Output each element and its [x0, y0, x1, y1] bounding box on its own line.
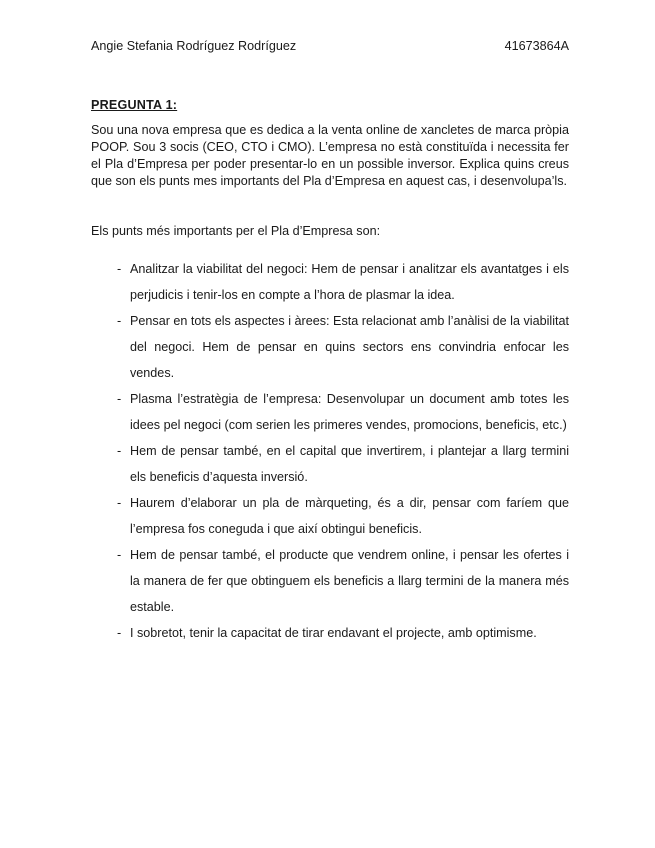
bullet-dash: -: [117, 314, 122, 328]
list-item: [91, 620, 569, 646]
list-item: [91, 256, 569, 308]
author-name: Angie Stefania Rodríguez Rodríguez: [91, 39, 297, 53]
answer-list: [91, 256, 569, 646]
bullet-dash: -: [117, 444, 122, 458]
bullet-dash: -: [117, 392, 122, 406]
list-item: [91, 308, 569, 386]
bullet-dash: -: [117, 548, 122, 562]
list-item: [91, 542, 569, 620]
list-item-text: I sobretot, tenir la capacitat de tirar endavant el projecte, amb optimisme.: [130, 626, 537, 640]
question-title: PREGUNTA 1:: [91, 98, 178, 112]
list-item-text: Hem de pensar també, el producte que vendrem online, i pensar les ofertes i la manera de fer que obtinguem els beneficis a llarg termini de la manera més estable.: [130, 548, 569, 614]
student-id: 41673864A: [504, 39, 569, 53]
bullet-dash: -: [117, 496, 122, 510]
document-content: [91, 0, 569, 646]
list-item-text: Hem de pensar també, en el capital que invertirem, i plantejar a llarg termini els beneficis d’aquesta inversió.: [130, 444, 569, 484]
list-item-text: Haurem d’elaborar un pla de màrqueting, és a dir, pensar com faríem que l’empresa fos coneguda i que així obtingui beneficis.: [130, 496, 569, 536]
list-item: [91, 438, 569, 490]
bullet-dash: -: [117, 262, 122, 276]
document-header: [91, 38, 569, 55]
list-item-text: Pensar en tots els aspectes i àrees: Esta relacionat amb l’anàlisi de la viabilitat del negoci. Hem de pensar en quins sectors ens convindria enfocar les vendes.: [130, 314, 569, 380]
answer-intro: Els punts més importants per el Pla d’Empresa son:: [91, 224, 381, 238]
question-paragraph: Sou una nova empresa que es dedica a la venta online de xancletes de marca pròpia POOP. Sou 3 socis (CEO, CTO i CMO). L’empresa no està constituïda i necessita fer el Pla d’Empresa per poder presentar-lo en un possible inversor. Explica quins creus que son els punts mes importants del Pla d’Empresa en aquest cas, i desenvolupa’ls.: [91, 123, 569, 188]
list-item-text: Analitzar la viabilitat del negoci: Hem de pensar i analitzar els avantatges i els perjudicis i tenir-los en compte a l’hora de plasmar la idea.: [130, 262, 569, 302]
bullet-dash: -: [117, 626, 122, 640]
list-item: [91, 490, 569, 542]
list-item: [91, 386, 569, 438]
list-item-text: Plasma l’estratègia de l’empresa: Desenvolupar un document amb totes les idees pel negoci (com serien les primeres vendes, promocions, beneficis, etc.): [130, 392, 569, 432]
